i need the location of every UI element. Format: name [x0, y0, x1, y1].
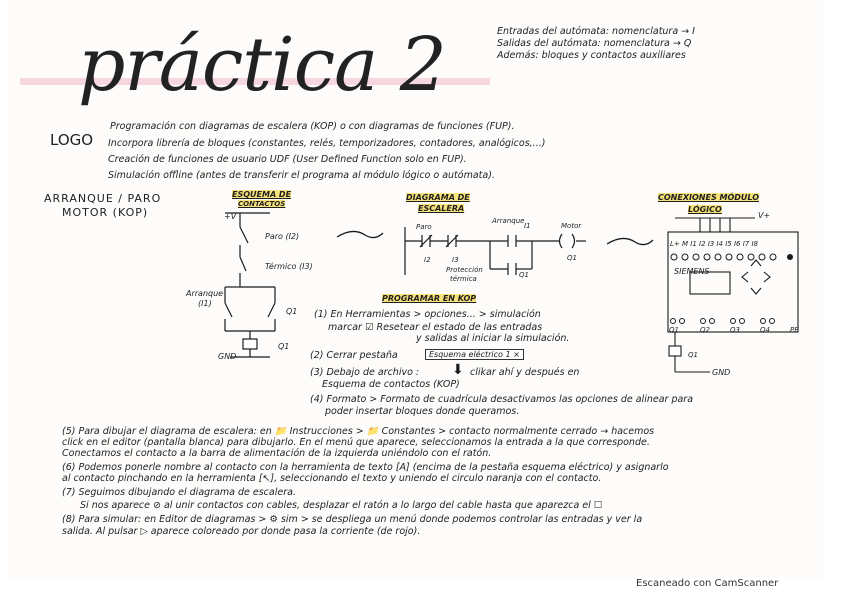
modulo-heading-2: LÓGICO: [688, 205, 722, 214]
bottom-note-7: Si nos aparece ⊘ al unir contactos con cables, desplazar el ratón a lo largo del cable hasta que aparezca el ☐: [80, 500, 603, 511]
modulo-q1-coil: Q1: [688, 351, 698, 359]
top-note-3: Además: bloques y contactos auxiliares: [497, 50, 686, 61]
modulo-pe: PE: [790, 326, 799, 334]
bottom-note-2: click en el editor (pantalla blanca) para dibujarlo. En el menú que aparece, seleccionamos la entrada a la que corresponde.: [62, 437, 650, 448]
escalera-i1: I1: [524, 222, 531, 230]
bottom-note-3: Conectamos el contacto a la barra de alimentación de la izquierda uniéndolo con el ratón.: [62, 448, 492, 459]
page-title: práctica 2: [78, 22, 446, 108]
bottom-note-4: (6) Podemos ponerle nombre al contacto con la herramienta de texto [A] (encima de la pestaña esquema eléctrico) y asignarlo: [62, 462, 669, 473]
bottom-note-5: al contacto pinchando en la herramienta [↖], seleccionando el texto y uniendo el circulo naranja con el contacto.: [62, 473, 602, 484]
esquema-gnd: GND: [218, 352, 237, 361]
escalera-arranque: Arranque: [492, 217, 525, 225]
modulo-output-q1: Q1: [669, 326, 679, 334]
modulo-vplus: V+: [758, 211, 771, 220]
programar-step-3c: Esquema de contactos (KOP): [322, 379, 460, 390]
bottom-note-9: salida. Al pulsar ▷ aparece coloreado por donde pasa la corriente (de rojo).: [62, 526, 421, 537]
escalera-heading-2: ESCALERA: [418, 204, 465, 213]
logo-label: LOGO: [50, 131, 94, 149]
section-label-line1: ARRANQUE / PARO: [44, 192, 162, 205]
programar-step-4b: poder insertar bloques donde queramos.: [325, 406, 520, 417]
tab-name-box: Esquema eléctrico 1 ×: [425, 349, 524, 360]
programar-step-1c: y salidas al iniciar la simulación.: [416, 333, 570, 344]
esquema-drawing: [180, 205, 320, 370]
bottom-note-6: (7) Seguimos dibujando el diagrama de escalera.: [62, 487, 296, 498]
programar-step-3: (3) Debajo de archivo :: [310, 367, 420, 378]
logo-note-2: Incorpora librería de bloques (constantes, relés, temporizadores, contadores, analógicos,...): [108, 138, 546, 149]
esquema-heading-1: ESQUEMA DE: [232, 190, 292, 199]
escalera-proteccion-1: Protección: [446, 266, 483, 274]
modulo-inputs: L+ M I1 I2 I3 I4 I5 I6 I7 I8: [670, 240, 758, 248]
esquema-termico: Térmico (I3): [265, 262, 313, 271]
escalera-q1-contact: Q1: [519, 271, 529, 279]
programar-step-2: (2) Cerrar pestaña: [310, 350, 398, 361]
escalera-heading-1: DIAGRAMA DE: [406, 193, 470, 202]
scanner-footer: Escaneado con CamScanner: [636, 578, 779, 589]
modulo-output-q4: Q4: [760, 326, 770, 334]
arrow-2: [605, 232, 655, 252]
arrow-1: [335, 225, 385, 245]
modulo-heading-1: CONEXIONES MÓDULO: [658, 193, 759, 202]
esquema-paro: Paro (I2): [265, 232, 300, 241]
esquema-arranque-1: Arranque: [186, 289, 224, 298]
modulo-output-q3: Q3: [730, 326, 740, 334]
programar-step-1b: marcar ☑ Resetear el estado de las entradas: [328, 322, 543, 333]
modulo-drawing: [660, 210, 810, 378]
logo-note-4: Simulación offline (antes de transferir el programa al módulo lógico o autómata).: [108, 170, 495, 181]
section-label-line2: MOTOR (KOP): [62, 206, 149, 219]
down-arrow-icon: ⬇: [452, 362, 464, 378]
logo-note-3: Creación de funciones de usuario UDF (User Defined Function solo en FUP).: [108, 154, 467, 165]
bottom-note-8: (8) Para simular: en Editor de diagramas > ⚙ sim > se despliega un menú donde podemos controlar las entradas y ver la: [62, 514, 643, 525]
modulo-gnd: GND: [712, 368, 731, 377]
top-note-1: Entradas del autómata: nomenclatura → I: [497, 26, 695, 37]
programar-step-4: (4) Formato > Formato de cuadrícula desactivamos las opciones de alinear para: [310, 394, 694, 405]
escalera-i2: I2: [424, 256, 431, 264]
escalera-paro: Paro: [416, 223, 432, 231]
esquema-q1-coil: Q1: [278, 342, 290, 351]
esquema-q1-contact: Q1: [286, 307, 298, 316]
logo-note-1: Programación con diagramas de escalera (KOP) o con diagramas de funciones (FUP).: [110, 121, 515, 132]
esquema-heading-2: CONTACTOS: [238, 200, 286, 208]
bottom-note-1: (5) Para dibujar el diagrama de escalera: en 📁 Instrucciones > 📁 Constantes > contacto normalmente cerrado → hacemos: [62, 426, 655, 437]
programar-heading: PROGRAMAR EN KOP: [382, 294, 477, 303]
escalera-i3: I3: [452, 256, 459, 264]
esquema-vplus: +V: [224, 212, 237, 221]
programar-step-3b: clikar ahí y después en: [470, 367, 580, 378]
top-note-2: Salidas del autómata: nomenclatura → Q: [497, 38, 692, 49]
escalera-q1-coil: Q1: [567, 254, 577, 262]
escalera-drawing: [400, 225, 600, 280]
programar-step-1: (1) En Herramientas > opciones... > simulación: [314, 309, 541, 320]
modulo-output-q2: Q2: [700, 326, 710, 334]
escalera-motor: Motor: [561, 222, 582, 230]
modulo-brand: SIEMENS: [674, 267, 710, 276]
esquema-arranque-2: (I1): [198, 299, 212, 308]
escalera-proteccion-2: térmica: [450, 275, 477, 283]
